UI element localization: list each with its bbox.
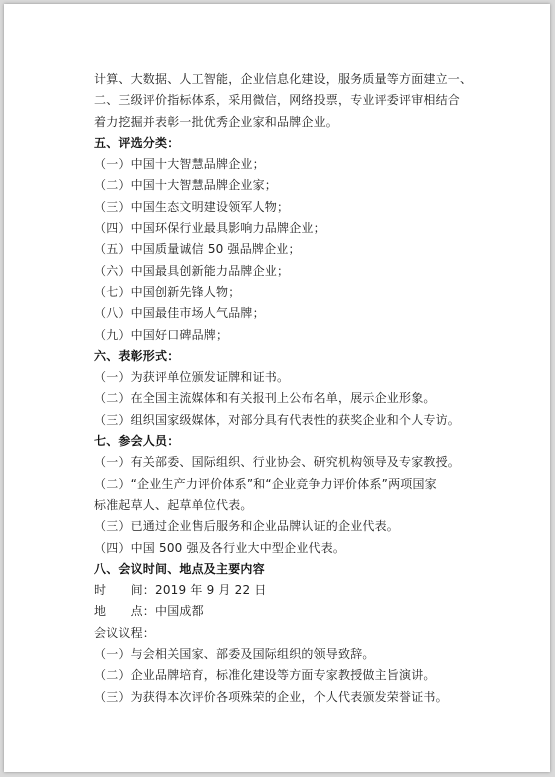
text-line: 地 点：中国成都 xyxy=(94,604,204,619)
text-line: 着力挖掘并表彰一批优秀企业家和品牌企业。 xyxy=(94,114,339,129)
text-line: （四）中国 500 强及各行业大中型企业代表。 xyxy=(94,540,346,555)
text-line: 计算、大数据、人工智能，企业信息化建设，服务质量等方面建立一、 xyxy=(94,72,473,86)
text-line: （七）中国创新先锋人物； xyxy=(94,284,241,299)
text-line: （八）中国最佳市场人气品牌； xyxy=(94,306,265,321)
text-line: （九）中国好口碑品牌； xyxy=(94,327,229,342)
text-line: 时 间：2019 年 9 月 22 日 xyxy=(94,583,267,598)
section-heading: 六、表彰形式： xyxy=(94,348,180,363)
text-line: （一）中国十大智慧品牌企业； xyxy=(94,157,265,172)
text-line: （三）已通过企业售后服务和企业品牌认证的企业代表。 xyxy=(94,519,400,534)
text-line: （五）中国质量诚信 50 强品牌企业； xyxy=(94,242,301,257)
document-page xyxy=(4,4,550,772)
text-line: （二）“企业生产力评价体系”和“企业竞争力评价体系”两项国家 xyxy=(94,476,437,491)
section-heading: 五、评选分类： xyxy=(94,135,180,150)
section-heading: 七、参会人员： xyxy=(94,434,180,449)
text-line: （三）为获得本次评价各项殊荣的企业，个人代表颁发荣誉证书。 xyxy=(94,689,448,704)
document-body xyxy=(94,69,499,708)
text-line: （三）中国生态文明建设领军人物； xyxy=(94,199,290,214)
text-line: （一）与会相关国家、部委及国际组织的领导致辞。 xyxy=(94,647,375,662)
section-heading: 八、会议时间、地点及主要内容 xyxy=(94,561,265,576)
text-line: （二）企业品牌培育，标准化建设等方面专家教授做主旨演讲。 xyxy=(94,668,436,683)
text-line: （一）有关部委、国际组织、行业协会、研究机构领导及专家教授。 xyxy=(94,455,461,470)
text-line: （二）在全国主流媒体和有关报刊上公布名单，展示企业形象。 xyxy=(94,391,436,406)
text-line: 标准起草人、起草单位代表。 xyxy=(94,497,253,512)
text-line: （三）组织国家级媒体，对部分具有代表性的获奖企业和个人专访。 xyxy=(94,412,461,427)
text-line: 会议议程： xyxy=(94,625,156,640)
text-line: 二、三级评价指标体系，采用微信，网络投票，专业评委评审相结合 xyxy=(94,93,461,108)
text-line: （六）中国最具创新能力品牌企业； xyxy=(94,263,290,278)
text-line: （二）中国十大智慧品牌企业家； xyxy=(94,178,278,193)
text-line: （一）为获评单位颁发证牌和证书。 xyxy=(94,370,290,385)
text-line: （四）中国环保行业最具影响力品牌企业； xyxy=(94,221,326,236)
